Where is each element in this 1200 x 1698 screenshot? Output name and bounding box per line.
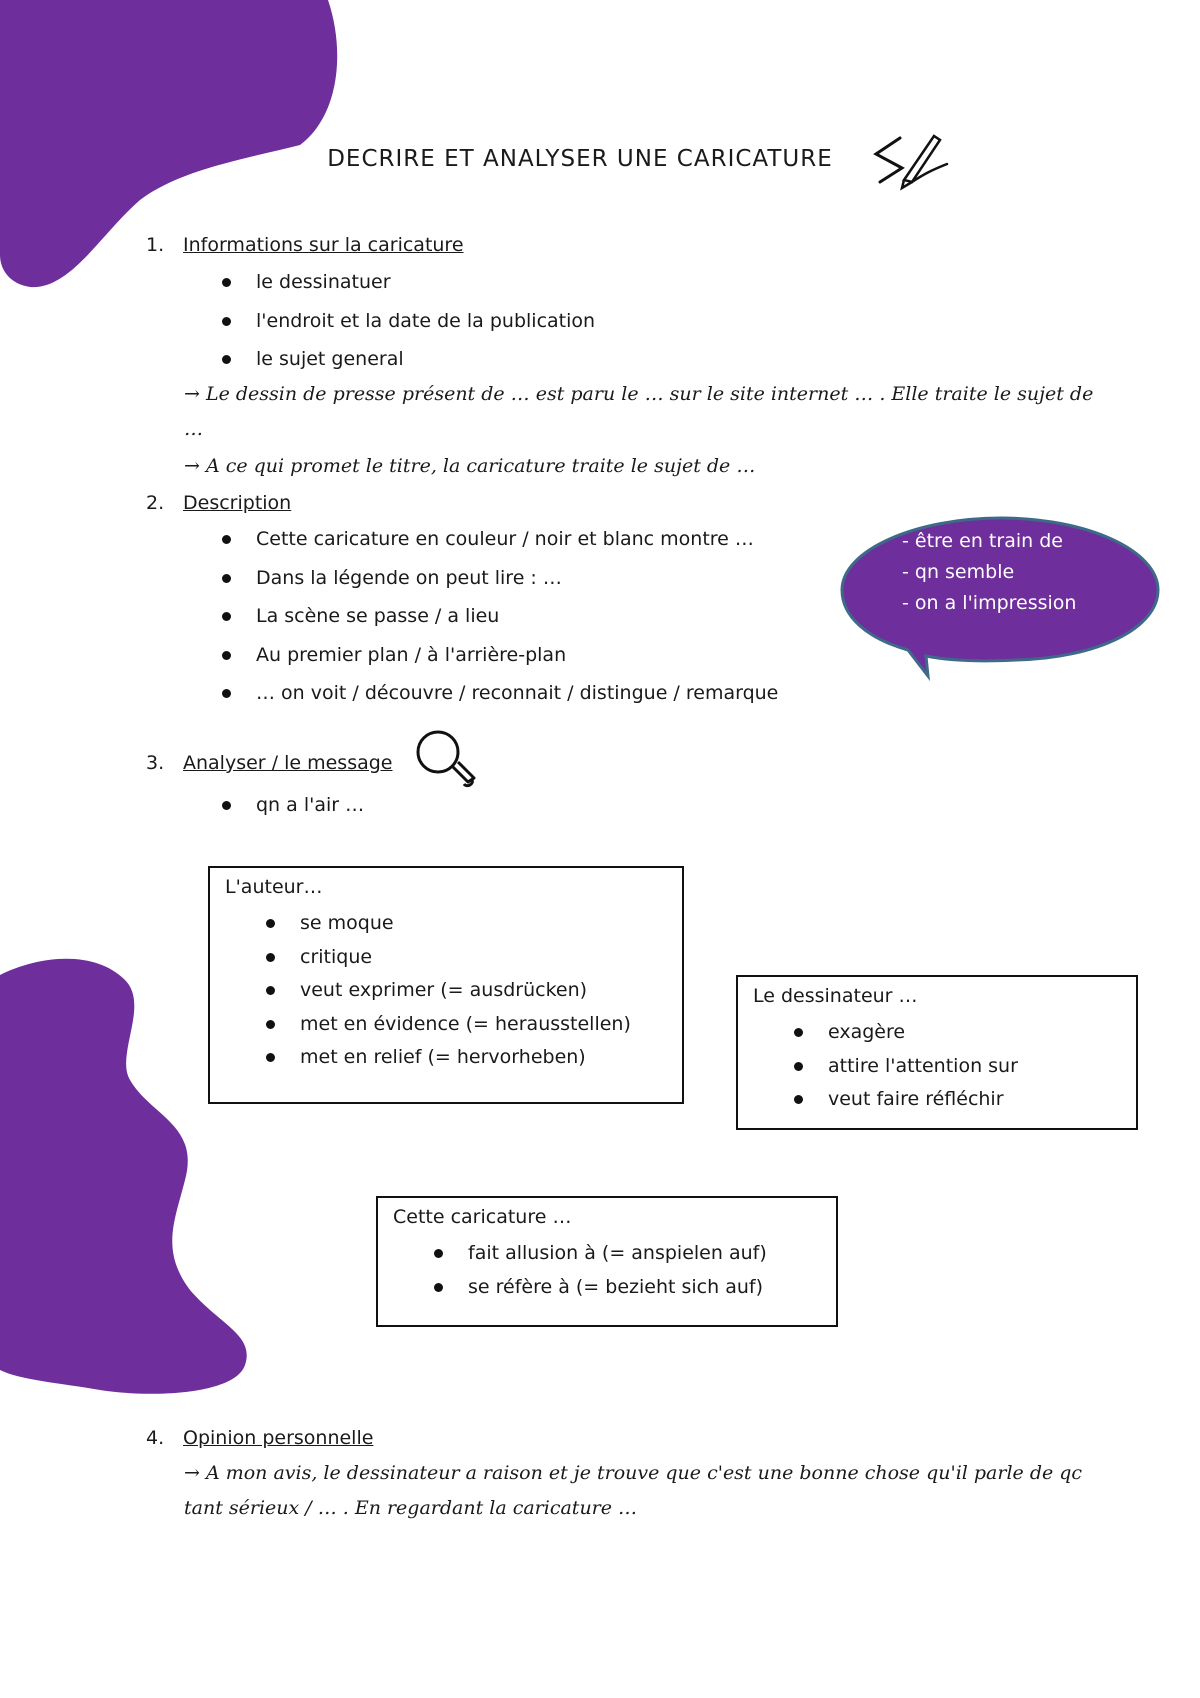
box-title: Le dessinateur …: [753, 985, 918, 1007]
informations-list: [218, 271, 595, 387]
list-item: fait allusion à (= anspielen auf): [430, 1242, 767, 1276]
list-item: veut faire réfléchir: [790, 1088, 1018, 1122]
page-title: DECRIRE ET ANALYSER UNE CARICATURE: [327, 146, 833, 172]
list-item: critique: [262, 946, 631, 980]
section-heading: Description: [183, 492, 292, 514]
list-item: l'endroit et la date de la publication: [218, 310, 595, 349]
list-item: se réfère à (= bezieht sich auf): [430, 1276, 767, 1310]
section-number: 4.: [146, 1427, 165, 1449]
bubble-line: - être en train de: [902, 530, 1063, 552]
section-heading: Opinion personnelle: [183, 1427, 374, 1449]
box-title: Cette caricature …: [393, 1206, 572, 1228]
section-heading: Analyser / le message: [183, 752, 393, 774]
list-item: Dans la légende on peut lire : …: [218, 567, 778, 606]
description-list: [218, 528, 778, 721]
list-item: met en évidence (= herausstellen): [262, 1013, 631, 1047]
list-item: Au premier plan / à l'arrière-plan: [218, 644, 778, 683]
bubble-line: - qn semble: [902, 561, 1015, 583]
analyse-list: [218, 794, 364, 833]
caricature-box: [376, 1196, 838, 1327]
list-item: La scène se passe / a lieu: [218, 605, 778, 644]
auteur-list: [262, 912, 631, 1080]
list-item: le dessinatuer: [218, 271, 595, 310]
dessinateur-list: [790, 1021, 1018, 1122]
list-item: … on voit / découvre / reconnait / distingue / remarque: [218, 682, 778, 721]
section-number: 2.: [146, 492, 165, 514]
list-item: le sujet general: [218, 348, 595, 387]
list-item: veut exprimer (= ausdrücken): [262, 979, 631, 1013]
section-number: 3.: [146, 752, 165, 774]
opinion-sentence: → A mon avis, le dessinateur a raison et je trouve que c'est une bonne chose qu'il parle de qc tant sérieux / … . En regardant la caricature …: [184, 1462, 1083, 1519]
pen-icon: [872, 126, 952, 196]
caricature-list: [430, 1242, 767, 1309]
bubble-line: - on a l'impression: [902, 592, 1077, 614]
auteur-box: [208, 866, 684, 1104]
dessinateur-box: [736, 975, 1138, 1130]
box-title: L'auteur…: [225, 876, 323, 898]
list-item: met en relief (= hervorheben): [262, 1046, 631, 1080]
list-item: attire l'attention sur: [790, 1055, 1018, 1089]
section-number: 1.: [146, 234, 165, 256]
informations-sentence-2: → A ce qui promet le titre, la caricature traite le sujet de …: [184, 455, 756, 477]
list-item: qn a l'air …: [218, 794, 364, 833]
bubble-text: [902, 526, 1076, 619]
list-item: Cette caricature en couleur / noir et blanc montre …: [218, 528, 778, 567]
informations-sentence-1: → Le dessin de presse présent de … est paru le … sur le site internet … . Elle traite le sujet de …: [184, 383, 1094, 440]
magnifier-icon: [412, 726, 482, 796]
list-item: exagère: [790, 1021, 1018, 1055]
section-heading: Informations sur la caricature: [183, 234, 464, 256]
list-item: se moque: [262, 912, 631, 946]
